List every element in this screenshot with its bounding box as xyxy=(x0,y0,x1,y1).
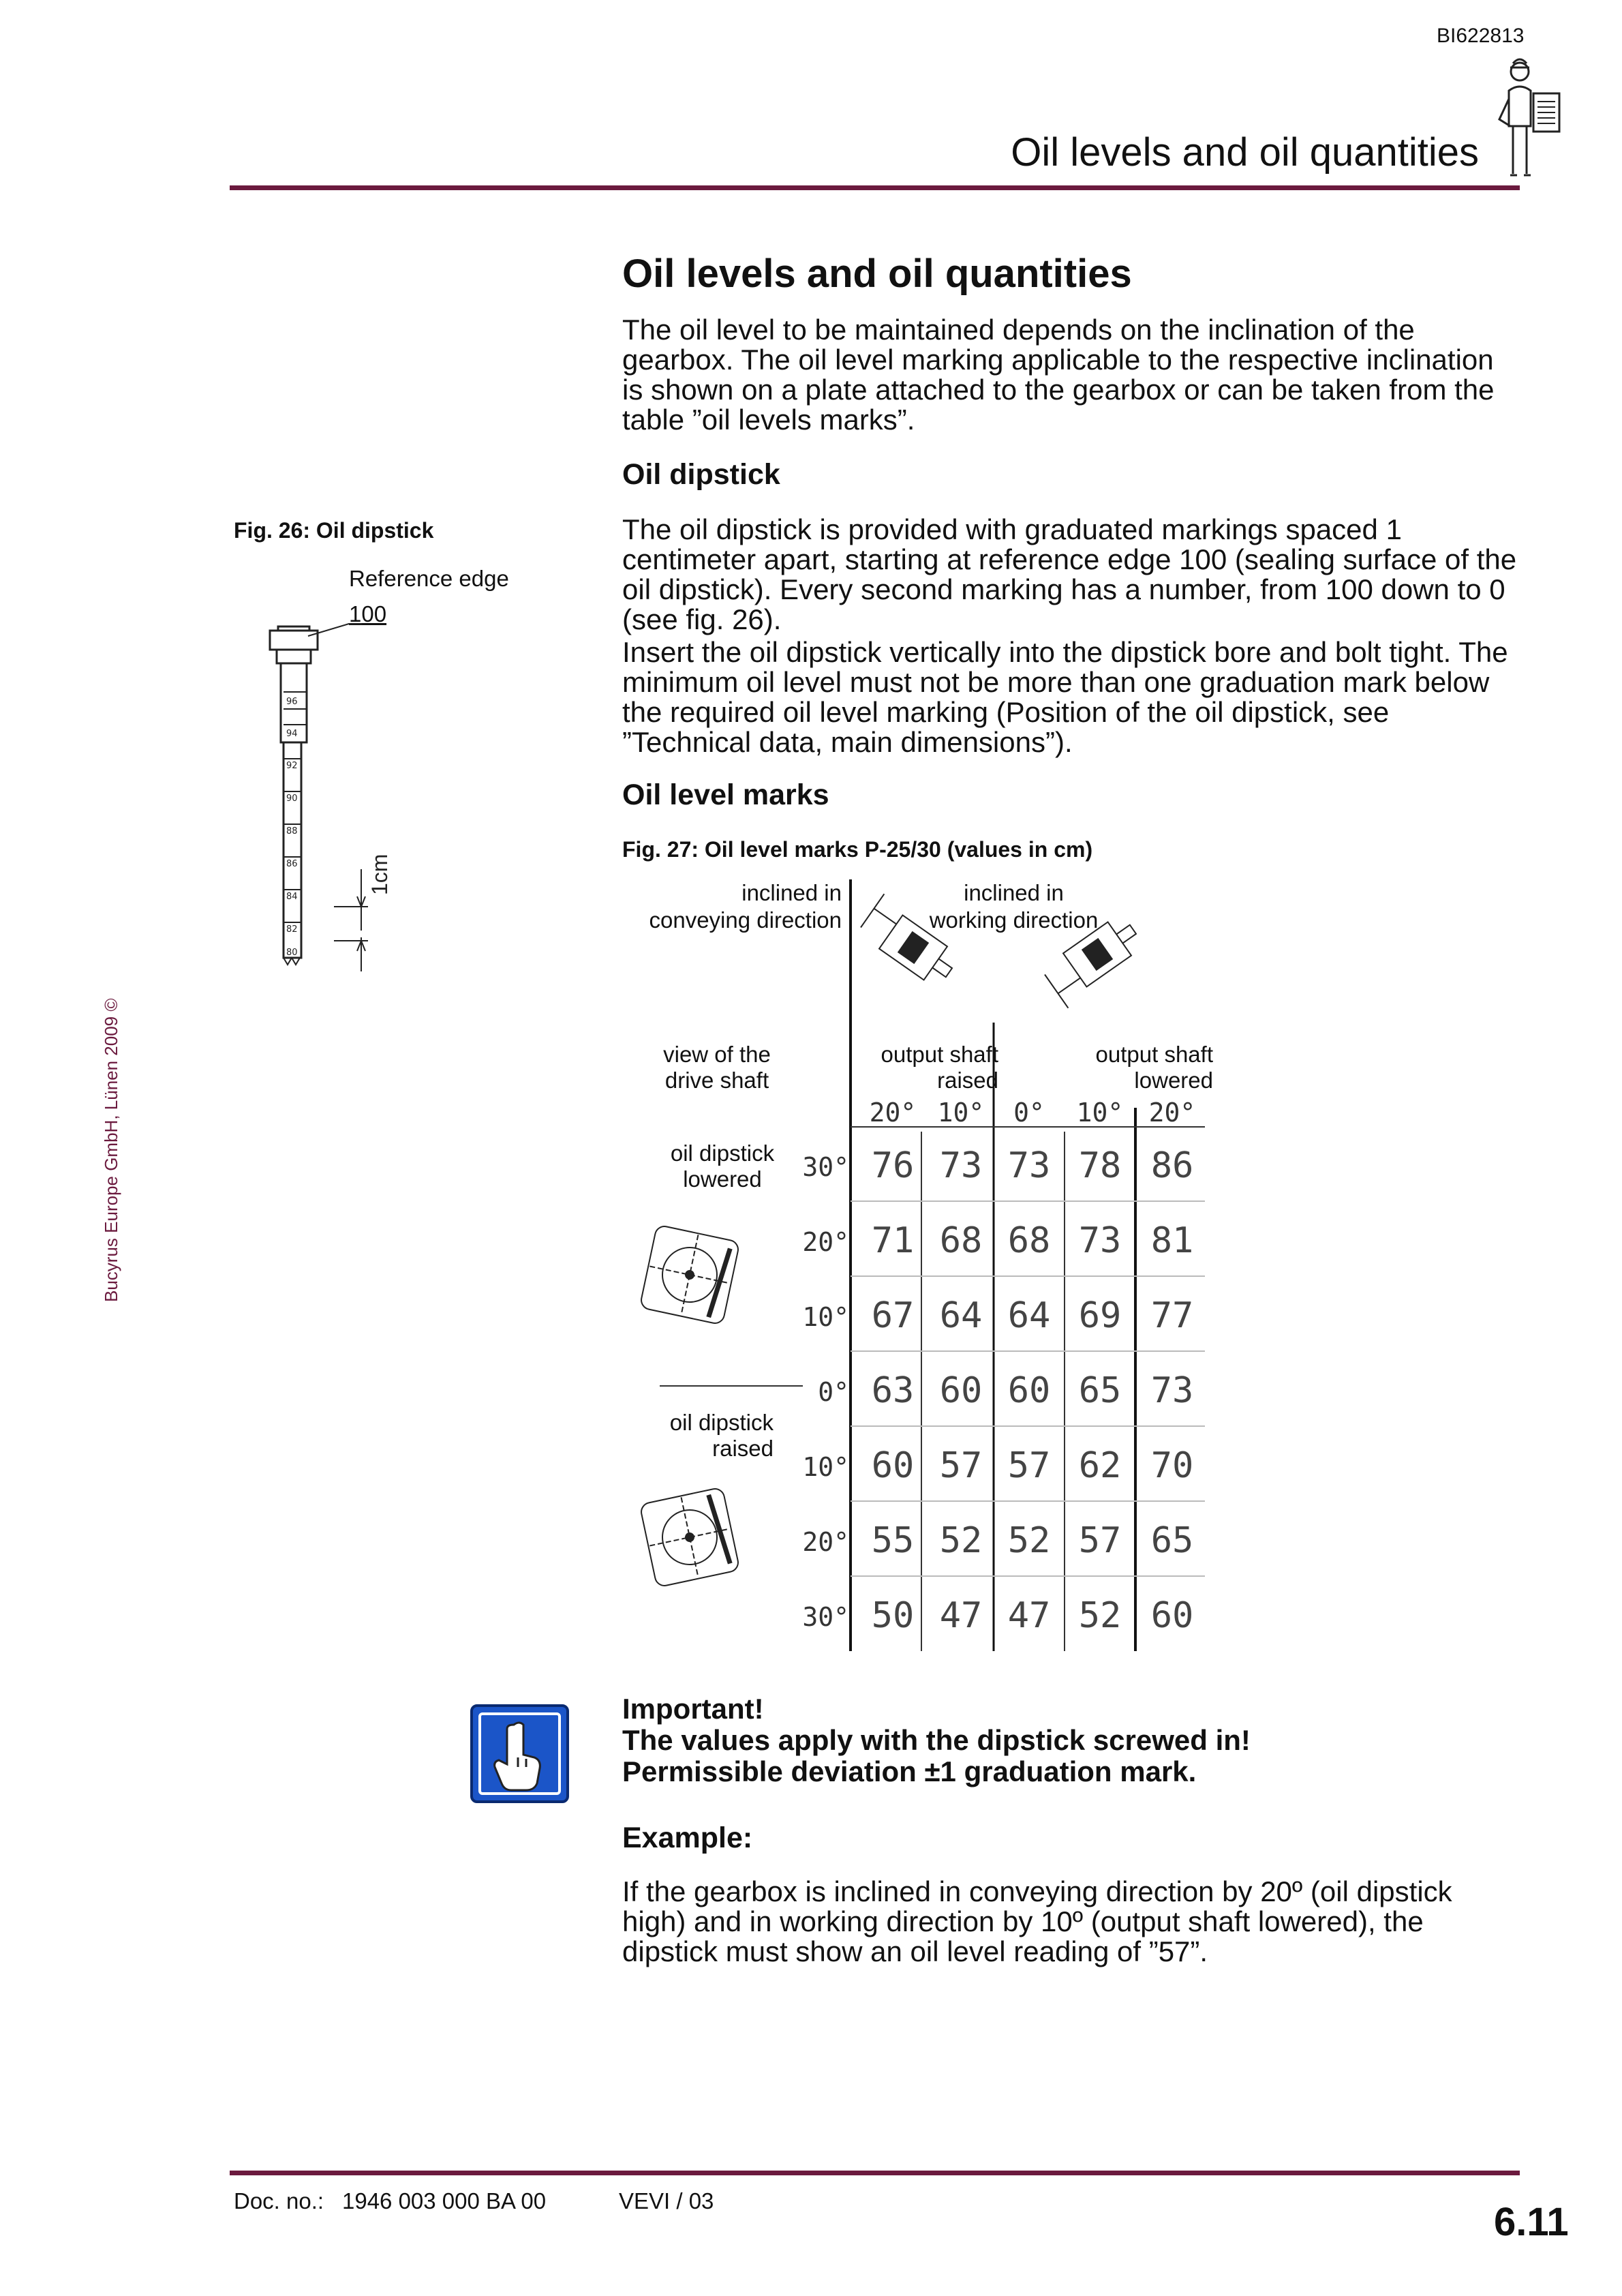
table-cell: 69 xyxy=(1078,1295,1122,1336)
table-cell: 73 xyxy=(1007,1145,1051,1186)
dipstick-raised-line2: raised xyxy=(712,1436,774,1461)
table-cell: 47 xyxy=(1007,1595,1051,1636)
col-header-raised-20: 20° xyxy=(869,1098,917,1128)
header-rule xyxy=(230,185,1520,190)
page-title: Oil levels and oil quantities xyxy=(622,252,1132,296)
oil-dipstick-drawing xyxy=(266,617,416,999)
important-heading: Important! xyxy=(622,1693,764,1725)
raised-label-line2: raised xyxy=(937,1068,998,1093)
intro-paragraph: The oil level to be maintained depends on the inclination of the gearbox. The oil level marking applicable to the respective inclination is shown on a plate attached to the gearbox or can be taken from the table ”oil levels marks”. xyxy=(622,314,1495,436)
lowered-label-line1: output shaft xyxy=(1095,1042,1213,1067)
table-cell: 62 xyxy=(1078,1445,1122,1486)
reference-edge-value: 100 xyxy=(349,601,387,626)
table-cell: 67 xyxy=(871,1295,915,1336)
table-cell: 64 xyxy=(939,1295,983,1336)
table-cell: 81 xyxy=(1150,1220,1194,1261)
dipstick-mark-80: 80 xyxy=(286,948,298,958)
row-angle: 30° xyxy=(802,1152,849,1182)
working-label-line1: inclined in xyxy=(964,880,1064,905)
page-number: 6.11 xyxy=(1494,2200,1569,2244)
table-cell: 50 xyxy=(871,1595,915,1636)
row-angle: 20° xyxy=(802,1527,849,1557)
col-header-lowered-20: 20° xyxy=(1148,1098,1196,1128)
col-header-lowered-10: 10° xyxy=(1076,1098,1124,1128)
row-angle: 20° xyxy=(802,1227,849,1257)
dipstick-mark-88: 88 xyxy=(286,826,298,836)
table-cell: 65 xyxy=(1078,1370,1122,1411)
reference-edge-label: Reference edge xyxy=(349,566,509,591)
dipstick-mark-94: 94 xyxy=(286,729,298,739)
working-label-line2: working direction xyxy=(929,907,1099,933)
important-line2: The values apply with the dipstick screwed in! xyxy=(622,1724,1251,1756)
table-cell: 57 xyxy=(1007,1445,1051,1486)
example-heading: Example: xyxy=(622,1822,753,1854)
scale-label: 1cm xyxy=(367,854,392,895)
table-cell: 60 xyxy=(871,1445,915,1486)
table-cell: 52 xyxy=(1078,1595,1122,1636)
technician-clipboard-icon xyxy=(1486,51,1567,187)
table-cell: 60 xyxy=(1150,1595,1194,1636)
document-id: BI622813 xyxy=(1437,25,1525,47)
table-cell: 77 xyxy=(1150,1295,1194,1336)
dipstick-lowered-line1: oil dipstick xyxy=(670,1141,775,1166)
table-cell: 60 xyxy=(1007,1370,1051,1411)
table-cell: 63 xyxy=(871,1370,915,1411)
raised-label-line1: output shaft xyxy=(881,1042,998,1067)
row-angle: 10° xyxy=(802,1452,849,1482)
example-paragraph: If the gearbox is inclined in conveying direction by 20º (oil dipstick high) and in working direction by 10º (output shaft lowered), the dipstick must show an oil level reading of ”57”. xyxy=(622,1875,1452,1967)
dipstick-heading: Oil dipstick xyxy=(622,458,780,491)
view-label-line2: drive shaft xyxy=(664,1068,769,1093)
table-cell: 52 xyxy=(1007,1520,1051,1561)
table-cell: 47 xyxy=(939,1595,983,1636)
dipstick-mark-90: 90 xyxy=(286,794,298,804)
dipstick-mark-84: 84 xyxy=(286,892,298,902)
oil-level-marks-heading: Oil level marks xyxy=(622,779,829,811)
dipstick-paragraph-2: Insert the oil dipstick vertically into the dipstick bore and bolt tight. The minimum oil level must not be more than one graduation mark below the required oil level marking (Position of the oil dipstick, see ”Technical data, main dimensions”). xyxy=(622,636,1508,758)
conveying-label-line2: conveying direction xyxy=(649,907,842,933)
dipstick-mark-86: 86 xyxy=(286,859,298,869)
footer-rule xyxy=(230,2171,1520,2175)
table-cell: 64 xyxy=(1007,1295,1051,1336)
dipstick-mark-82: 82 xyxy=(286,924,298,935)
doc-no-label: Doc. no.: xyxy=(234,2188,324,2214)
table-cell: 60 xyxy=(939,1370,983,1411)
doc-no: 1946 003 000 BA 00 xyxy=(342,2188,547,2214)
col-header-raised-10: 10° xyxy=(937,1098,985,1128)
version: VEVI / 03 xyxy=(619,2188,714,2214)
copyright-note: Bucyrus Europe GmbH, Lünen 2009 © xyxy=(101,998,121,1302)
table-cell: 55 xyxy=(871,1520,915,1561)
col-header-0: 0° xyxy=(1013,1098,1045,1128)
row-angle: 10° xyxy=(802,1302,849,1332)
fig26-caption: Fig. 26: Oil dipstick xyxy=(234,518,434,543)
dipstick-mark-92: 92 xyxy=(286,761,298,771)
dipstick-mark-96: 96 xyxy=(286,697,298,707)
table-cell: 68 xyxy=(1007,1220,1051,1261)
table-cell: 57 xyxy=(939,1445,983,1486)
table-cell: 65 xyxy=(1150,1520,1194,1561)
table-cell: 68 xyxy=(939,1220,983,1261)
table-cell: 73 xyxy=(1078,1220,1122,1261)
table-cell: 86 xyxy=(1150,1145,1194,1186)
table-cell: 76 xyxy=(871,1145,915,1186)
fig27-caption: Fig. 27: Oil level marks P-25/30 (values in cm) xyxy=(622,837,1093,862)
important-line3: Permissible deviation ±1 graduation mark. xyxy=(622,1755,1197,1787)
row-angle: 0° xyxy=(818,1377,849,1407)
view-label-line1: view of the xyxy=(663,1042,771,1067)
dipstick-lowered-line2: lowered xyxy=(683,1166,762,1192)
dipstick-raised-line1: oil dipstick xyxy=(669,1410,774,1435)
row-angle: 30° xyxy=(802,1602,849,1632)
table-cell: 71 xyxy=(871,1220,915,1261)
conveying-label-line1: inclined in xyxy=(741,880,842,905)
table-cell: 57 xyxy=(1078,1520,1122,1561)
header-title: Oil levels and oil quantities xyxy=(1011,130,1479,175)
table-cell: 73 xyxy=(939,1145,983,1186)
dipstick-paragraph-1: The oil dipstick is provided with graduated markings spaced 1 centimeter apart, starting at reference edge 100 (sealing surface of the oil dipstick). Every second marking has a number, from 100 down to 0 (see fig. 26). xyxy=(622,513,1517,635)
lowered-label-line2: lowered xyxy=(1134,1068,1213,1093)
table-cell: 70 xyxy=(1150,1445,1194,1486)
hand-pointer-icon xyxy=(470,1704,569,1803)
table-cell: 73 xyxy=(1150,1370,1194,1411)
table-cell: 78 xyxy=(1078,1145,1122,1186)
table-cell: 52 xyxy=(939,1520,983,1561)
